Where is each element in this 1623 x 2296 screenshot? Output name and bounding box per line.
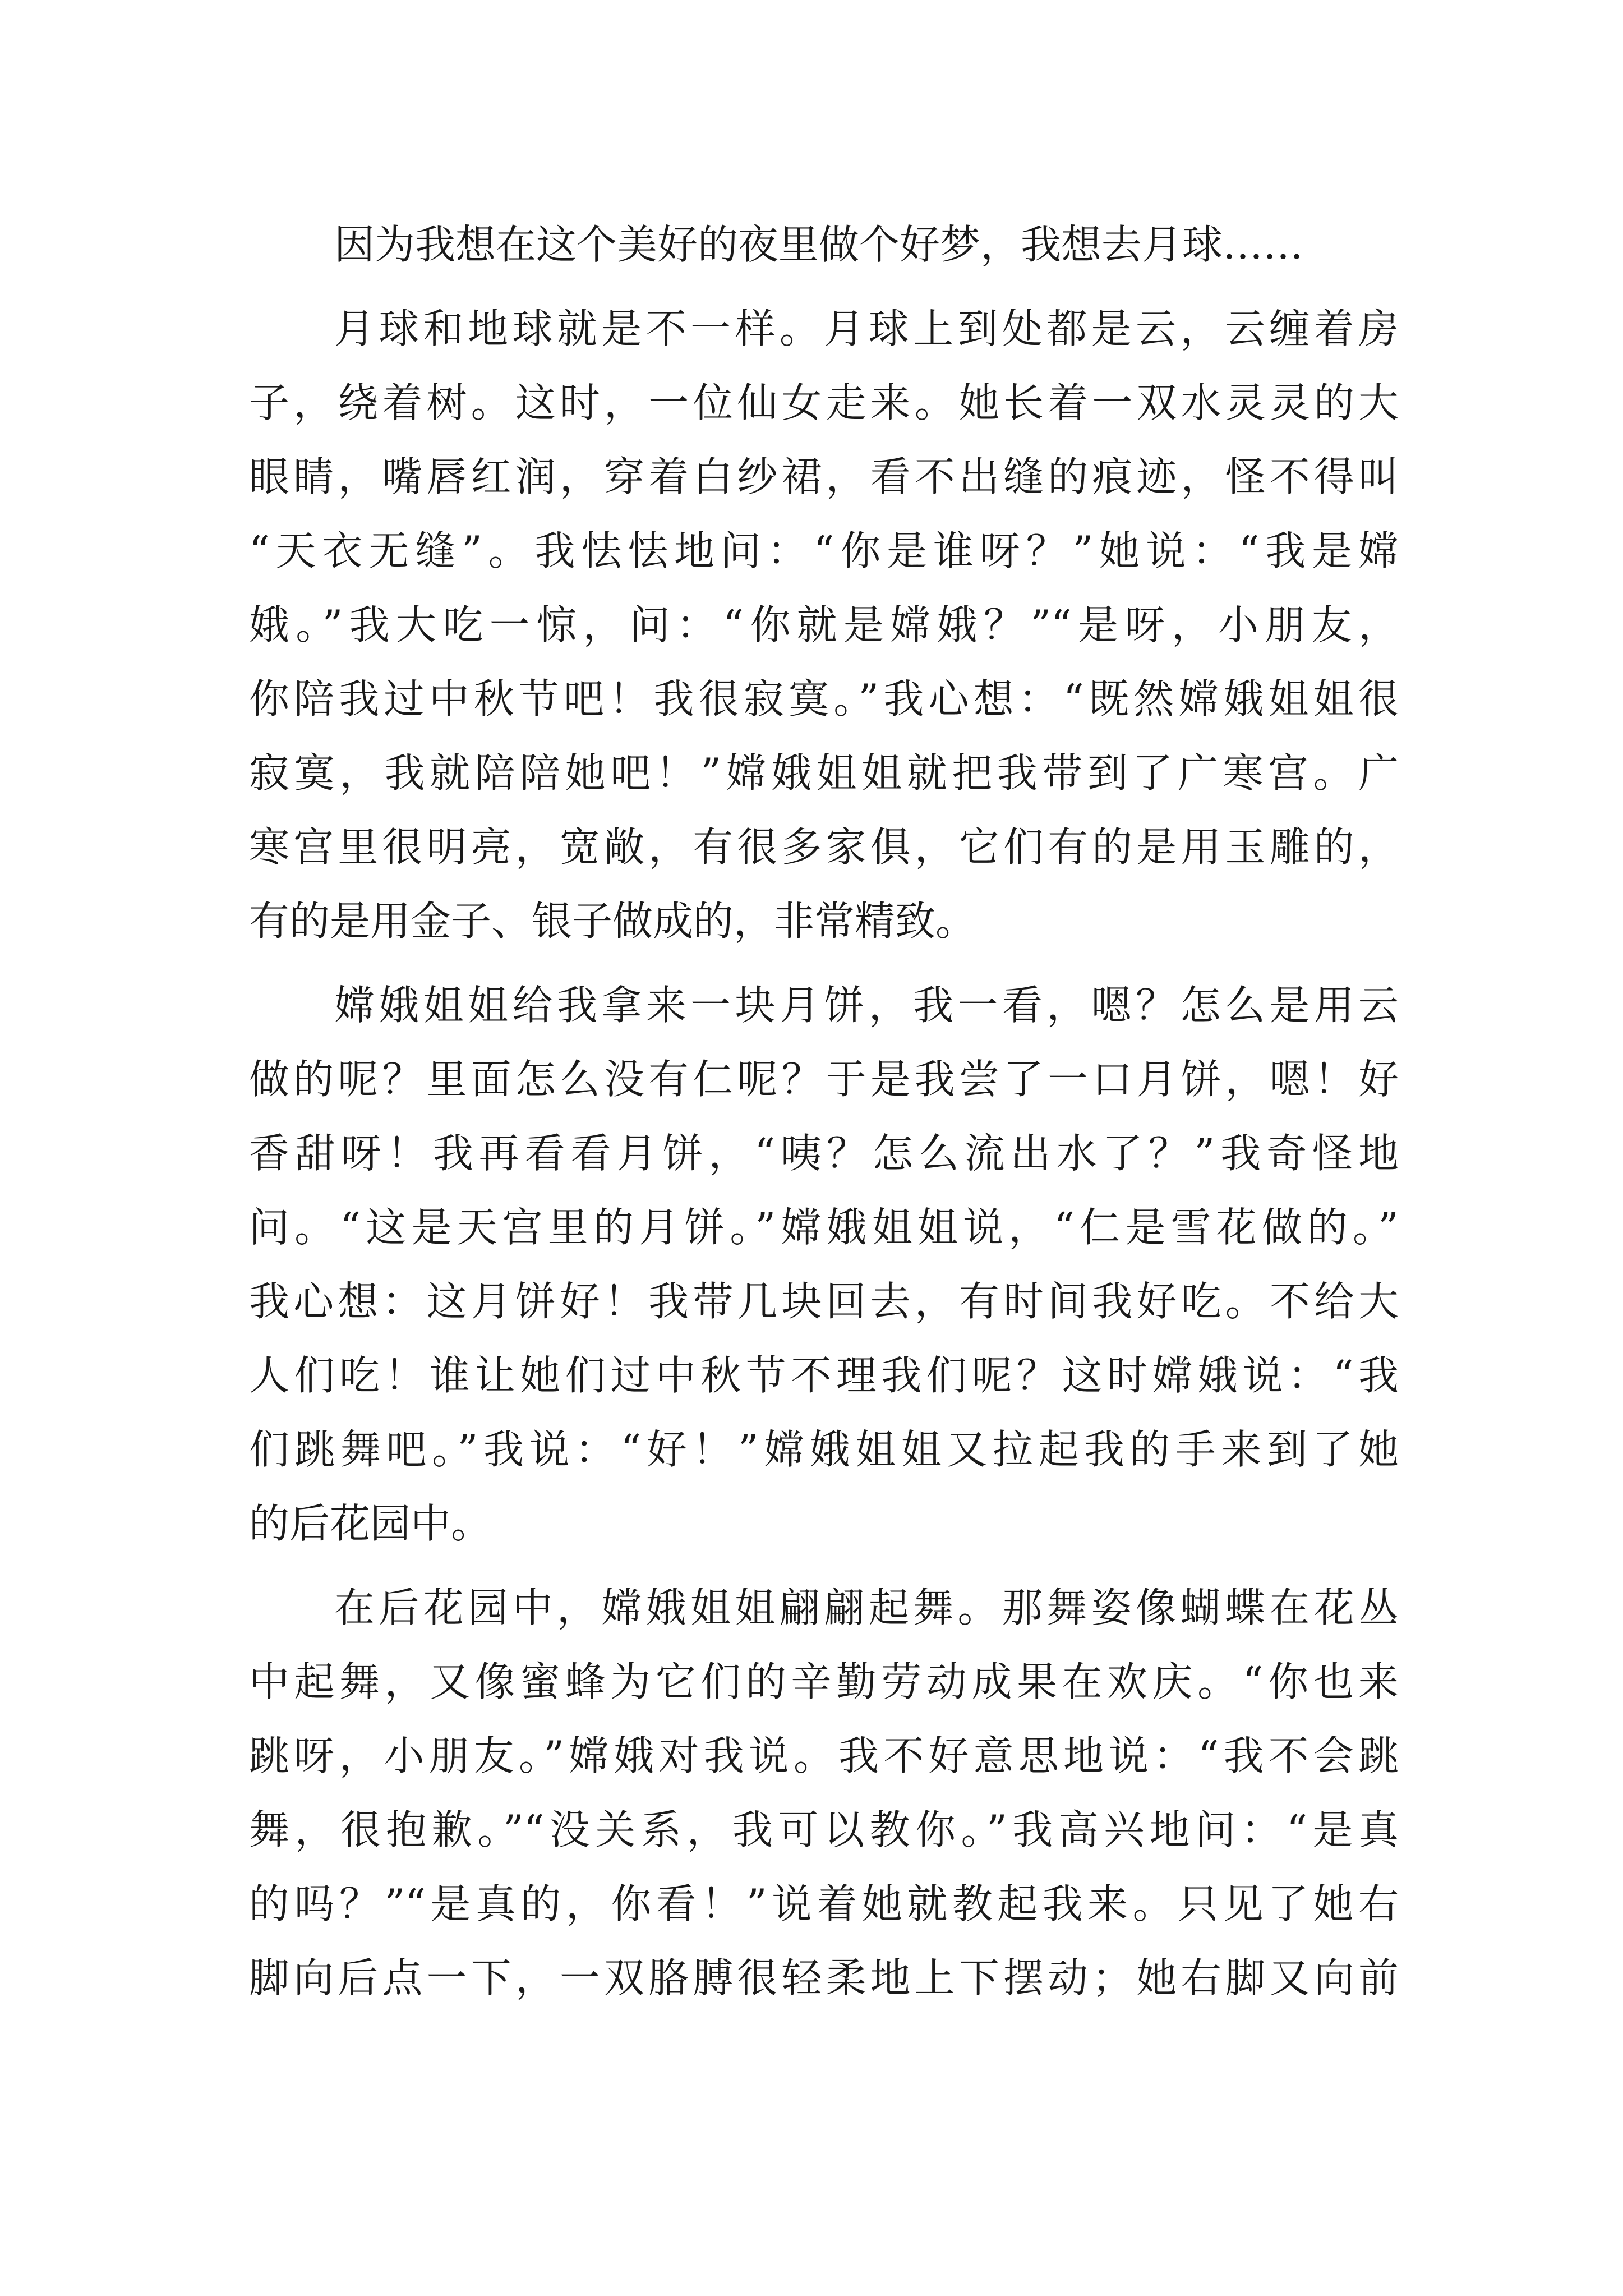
text-line: 脚向后点一下，一双胳膊很轻柔地上下摆动；她右脚又向前	[249, 1954, 1399, 2001]
text-line: 因为我想在这个美好的夜里做个好梦，我想去月球……	[334, 221, 1304, 268]
text-line: 跳呀，小朋友。”嫦娥对我说。我不好意思地说：“我不会跳	[249, 1732, 1399, 1779]
text-line: 的后花园中。	[249, 1500, 492, 1547]
text-line: 我心想：这月饼好！我带几块回去，有时间我好吃。不给大	[249, 1278, 1399, 1325]
text-line: 们跳舞吧。”我说：“好！”嫦娥姐姐又拉起我的手来到了她	[249, 1426, 1399, 1473]
text-line: 有的是用金子、银子做成的，非常精致。	[249, 898, 976, 945]
text-line: 香甜呀！我再看看月饼，“咦？怎么流出水了？”我奇怪地	[249, 1130, 1399, 1177]
text-line: 娥。”我大吃一惊，问：“你就是嫦娥？”“是呀，小朋友，	[249, 601, 1399, 648]
text-line: 舞，很抱歉。”“没关系，我可以教你。”我高兴地问：“是真	[249, 1806, 1399, 1853]
text-line: 人们吃！谁让她们过中秋节不理我们呢？这时嫦娥说：“我	[249, 1352, 1399, 1399]
text-line: 做的呢？里面怎么没有仁呢？于是我尝了一口月饼，嗯！好	[249, 1056, 1399, 1103]
text-line: 中起舞，又像蜜蜂为它们的辛勤劳动成果在欢庆。“你也来	[249, 1658, 1399, 1705]
paragraph-3	[249, 968, 1399, 1561]
text-line: 眼睛，嘴唇红润，穿着白纱裙，看不出缝的痕迹，怪不得叫	[249, 453, 1399, 500]
text-line: 子，绕着树。这时，一位仙女走来。她长着一双水灵灵的大	[249, 379, 1399, 426]
text-line: 月球和地球就是不一样。月球上到处都是云，云缠着房	[334, 305, 1399, 352]
text-line: 寂寞，我就陪陪她吧！”嫦娥姐姐就把我带到了广寒宫。广	[249, 749, 1399, 797]
text-line: 的吗？”“是真的，你看！”说着她就教起我来。只见了她右	[249, 1880, 1399, 1927]
paragraph-4	[249, 1571, 1399, 2015]
text-line: “天衣无缝”。我怯怯地问：“你是谁呀？”她说：“我是嫦	[249, 527, 1399, 574]
document-body	[249, 208, 1399, 2015]
text-line: 嫦娥姐姐给我拿来一块月饼，我一看，嗯？怎么是用云	[334, 982, 1399, 1029]
text-line: 问。“这是天宫里的月饼。”嫦娥姐姐说，“仁是雪花做的。”	[249, 1204, 1399, 1251]
paragraph-1	[249, 208, 1399, 282]
text-line: 在后花园中，嫦娥姐姐翩翩起舞。那舞姿像蝴蝶在花丛	[334, 1584, 1399, 1631]
paragraph-2	[249, 292, 1399, 958]
text-line: 你陪我过中秋节吧！我很寂寞。”我心想：“既然嫦娥姐姐很	[249, 675, 1399, 723]
text-line: 寒宫里很明亮，宽敞，有很多家俱，它们有的是用玉雕的，	[249, 823, 1399, 871]
